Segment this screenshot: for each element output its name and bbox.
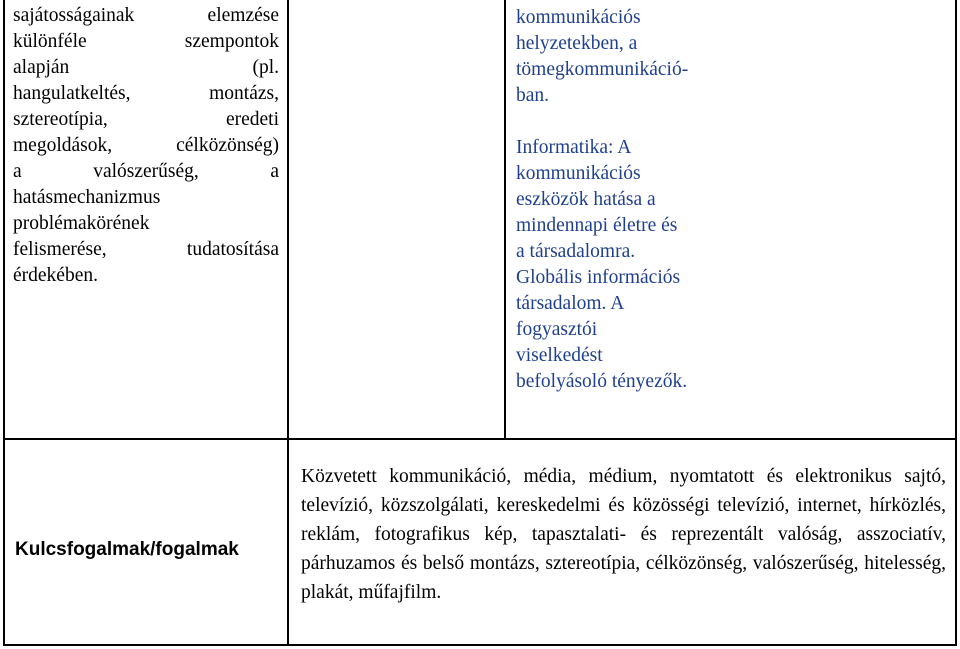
- keywords-content: Közvetett kommunikáció, média, médium, nyomtatott és elektronikus sajtó, televízió, közszolgálati, kereskedelmi és közösségi televízió, internet, hírközlés, reklám, fotografikus kép, tapasztalati- és reprezentált valóság, asszociatív, párhuzamos és belső montázs, sztereotípia, célközönség, valószerűség, hitelesség, plakát, műfajfilm.: [301, 466, 946, 603]
- upper-left-cell: [13, 3, 279, 289]
- text-line: sztereotípia, eredeti: [13, 109, 279, 130]
- text-line: alapján (pl.: [13, 57, 279, 78]
- text-line: a társadalomra.: [516, 241, 636, 262]
- col-divider-1: [287, 0, 289, 646]
- text-line: sajátosságainak elemzése: [13, 5, 279, 26]
- text-line: kommunikációs: [516, 7, 641, 28]
- text-line: különféle szempontok: [13, 31, 279, 52]
- text-line: Informatika: A: [516, 137, 632, 158]
- text-line: felismerése, tudatosítása: [13, 239, 279, 260]
- text-line: mindennapi életre és: [516, 215, 678, 236]
- table-border-left: [3, 0, 5, 646]
- text-line: tömegkommunikáció-: [516, 59, 689, 80]
- text-line: hatásmechanizmus: [13, 187, 161, 208]
- text-line: eszközök hatása a: [516, 189, 656, 210]
- text-line: Globális információs: [516, 267, 681, 288]
- text-line: megoldások, célközönség): [13, 135, 279, 156]
- text-line: problémakörének: [13, 213, 150, 234]
- text-line: ban.: [516, 85, 550, 106]
- text-line: fogyasztói: [516, 319, 598, 340]
- upper-middle-cell: [516, 5, 756, 395]
- text-line: érdekében.: [13, 265, 98, 286]
- table-border-bottom: [3, 644, 957, 646]
- col-divider-2: [504, 0, 506, 440]
- text-line: helyzetekben, a: [516, 33, 638, 54]
- table-border-right: [955, 0, 957, 646]
- text-line: befolyásoló tényezők.: [516, 371, 688, 392]
- text-line: kommunikációs: [516, 163, 641, 184]
- text-line: a valószerűség, a: [13, 161, 279, 182]
- keywords-heading: Kulcsfogalmak/fogalmak: [15, 539, 239, 560]
- text-line: viselkedést: [516, 345, 603, 366]
- text-line: társadalom. A: [516, 293, 625, 314]
- text-line: hangulatkeltés, montázs,: [13, 83, 279, 104]
- row-divider: [3, 438, 957, 440]
